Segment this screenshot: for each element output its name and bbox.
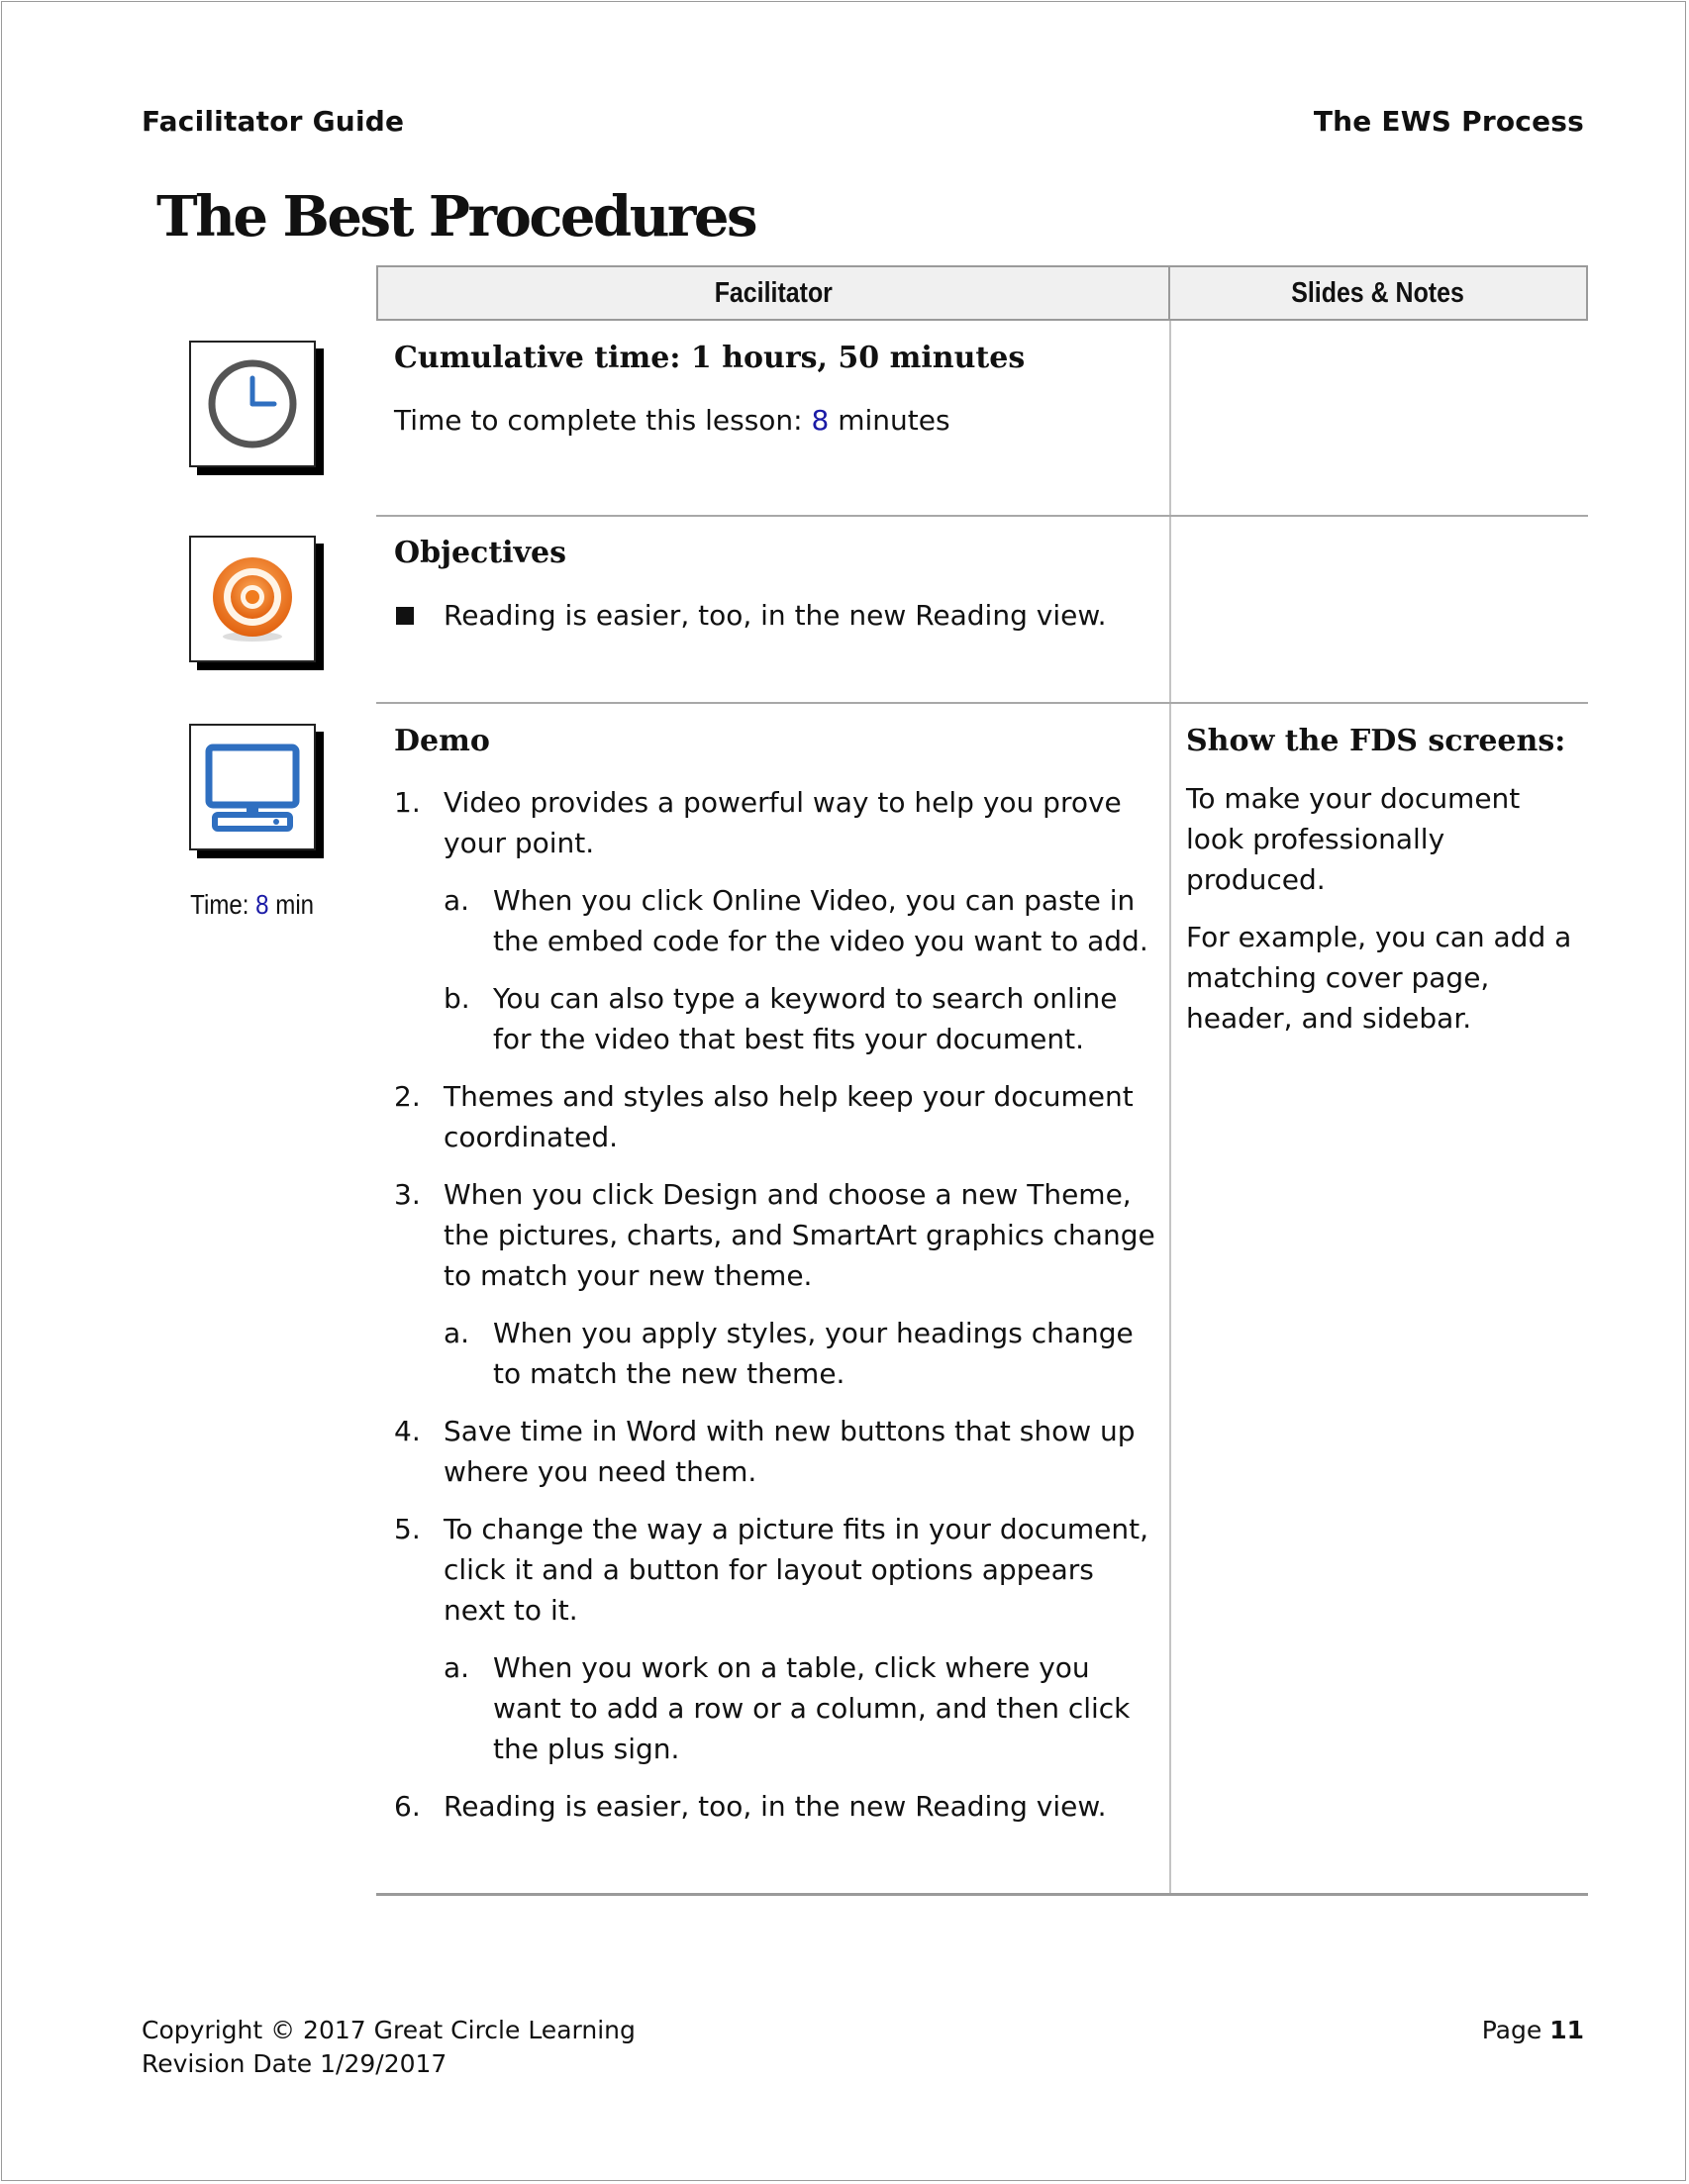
column-header-facilitator: Facilitator [376,265,1170,321]
slides-notes-cell [1186,722,1580,1039]
monitor-icon [189,724,316,850]
demo-heading: Demo [394,724,490,758]
footer-left [142,2014,636,2081]
target-icon [189,536,316,662]
list-item: 3. When you click Design and choose a new Theme, the pictures, charts, and SmartArt graphics change to match your new theme. a. When you apply styles, your headings change to match the new theme. [394,1174,1156,1394]
sub-list-item: a. When you apply styles, your headings change to match the new theme. [444,1317,1134,1390]
running-header-right: The EWS Process [1313,105,1584,138]
row-divider [376,515,1588,517]
column-divider [1169,321,1171,1895]
page-title: The Best Procedures [156,184,756,249]
demo-time-label: Time: 8 min [190,889,315,920]
revision-date-text: Revision Date 1/29/2017 [142,2049,447,2078]
sub-list-item: a. When you click Online Video, you can paste in the embed code for the video you want to add. [444,884,1148,957]
list-item: 5. To change the way a picture fits in your document, click it and a button for layout options appears next to it. a. When you work on a table, click where you want to add a row or a column, and then click the plus sign. [394,1509,1156,1769]
clock-icon [189,341,316,467]
running-header-left: Facilitator Guide [142,105,405,138]
cumulative-time-cell [394,339,1156,441]
notes-paragraph: For example, you can add a matching cover page, header, and sidebar. [1186,921,1572,1035]
list-item: 6. Reading is easier, too, in the new Reading view. [394,1790,1107,1823]
list-item: 2. Themes and styles also help keep your document coordinated. [394,1080,1134,1153]
copyright-text: Copyright © 2017 Great Circle Learning [142,2016,636,2044]
notes-heading: Show the FDS screens: [1186,724,1566,758]
objective-bullet: Reading is easier, too, in the new Reading view. [394,595,1156,636]
page-number: Page 11 [1481,2016,1584,2044]
row-divider [376,702,1588,704]
square-bullet-icon [396,607,414,625]
objectives-heading: Objectives [394,536,566,570]
table-header [376,265,1588,321]
lesson-time-text: Time to complete this lesson: 8 minutes [394,404,950,437]
sub-list-item: b. You can also type a keyword to search online for the video that best fits your document. [444,982,1118,1055]
demo-cell [394,722,1156,1843]
objectives-cell [394,534,1156,636]
cumulative-time-heading: Cumulative time: 1 hours, 50 minutes [394,341,1026,375]
notes-paragraph: To make your document look professionally produced. [1186,782,1521,896]
list-item: 1. Video provides a powerful way to help you prove your point. a. When you click Online Video, you can paste in the embed code for the video you want to add. b. You can also type a keyword to search online for the video that best fits your document. [394,782,1156,1059]
demo-steps-list [394,782,1156,1827]
sub-list-item: a. When you work on a table, click where you want to add a row or a column, and then click the plus sign. [444,1651,1131,1765]
column-header-slides-notes: Slides & Notes [1170,265,1588,321]
table-bottom-border [376,1893,1588,1896]
list-item: 4. Save time in Word with new buttons that show up where you need them. [394,1415,1136,1488]
